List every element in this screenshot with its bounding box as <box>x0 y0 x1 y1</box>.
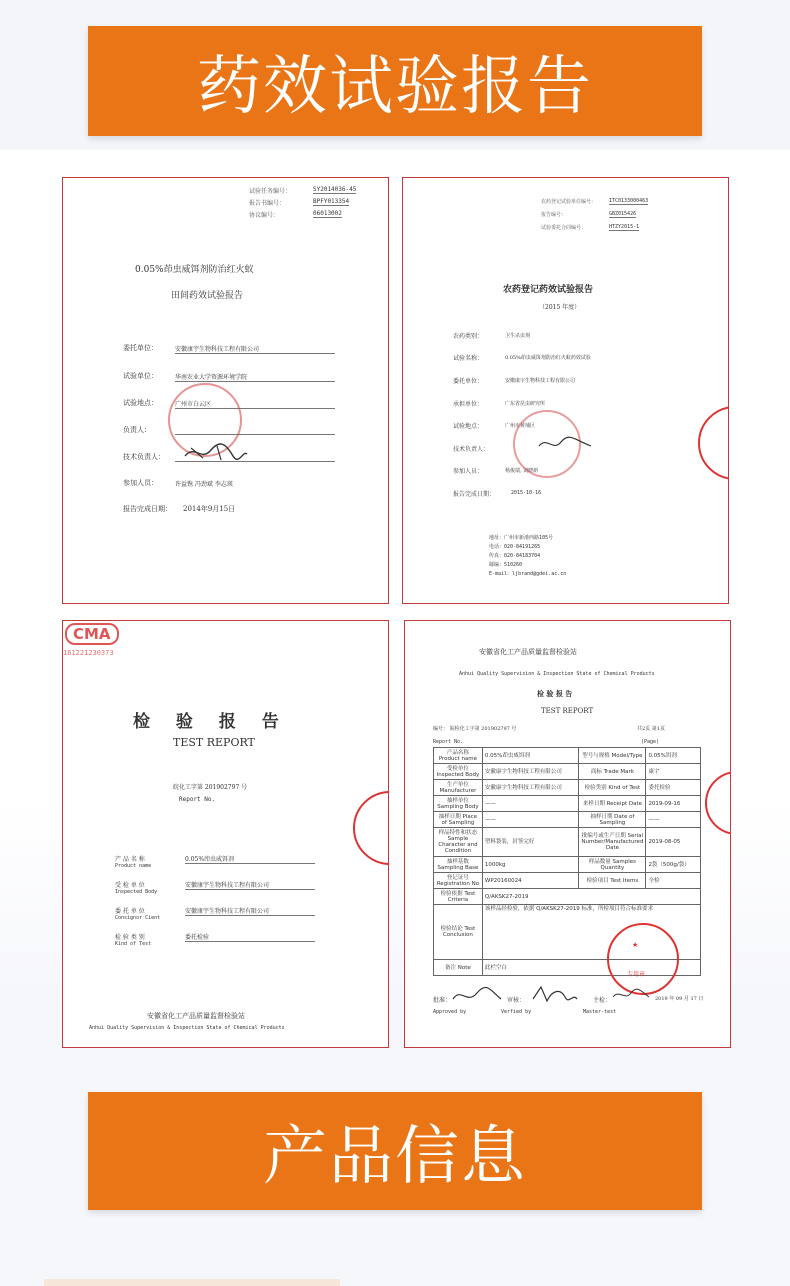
report-title: 农药登记药效试验报告 <box>503 285 594 295</box>
field-label: 技术负责人： <box>453 446 490 453</box>
contact-line: 地址：广州市新港西路105号 <box>489 535 554 541</box>
report-title-line2: 田间药效试验报告 <box>171 291 244 301</box>
contact-line: 电话：020-84191265 <box>489 544 541 550</box>
report-number-label: Report No. <box>433 739 464 745</box>
signature <box>535 434 595 454</box>
signature <box>451 985 503 1007</box>
field-label: 试验地点： <box>123 399 158 407</box>
test-report-cover-image <box>62 620 389 1048</box>
field-label-en: Inspected Body <box>115 889 158 895</box>
verified-label-en: Verfied by <box>501 1009 532 1015</box>
meta-label: 试验任务编号： <box>249 188 292 195</box>
partial-seal <box>698 406 729 480</box>
report-title-en: TEST REPORT <box>541 707 594 715</box>
field-value: 0.05%茚虫威饵剂防治红火蚁药效试验 <box>505 355 591 361</box>
table-row: 抽样基数 Sampling Base 1000kg 样品数量 Samples Quantity 2袋（500g/袋） <box>434 857 701 873</box>
report-title-line1: 0.05%茚虫威饵剂防治红火蚁 <box>135 265 254 275</box>
field-label: 试验单位： <box>123 372 158 380</box>
field-label: 技术负责人： <box>123 453 165 461</box>
meta-value: ITC0133000463 <box>609 198 649 204</box>
field-value: 安徽康宇生物科技工程有限公司 <box>505 378 576 384</box>
field-value: 2015-10-16 <box>511 490 542 496</box>
field-label: 试验地点： <box>453 423 484 430</box>
field-value: 华南农业大学资源环境学院 <box>175 372 335 382</box>
meta-label: 协议编号： <box>249 212 280 219</box>
table-row: 生产单位 Manufacturer 安徽康宇生物科技工程有限公司 检验类别 Kind of Test 委托检验 <box>434 780 701 796</box>
org-name-cn: 安徽省化工产品质量监督检验站 <box>479 648 577 656</box>
signature <box>611 987 651 1003</box>
table-row: 受检单位 Inspected Body 安徽康宇生物科技工程有限公司 商标 Trade Mark 康宇 <box>434 764 701 780</box>
field-label: 参加人员： <box>123 479 158 487</box>
field-label: 委托单位： <box>453 378 484 385</box>
field-label: 农药类别： <box>453 333 484 340</box>
table-row: 抽样日期 Place of Sampling —— 抽样日期 Date of Sampling —— <box>434 812 701 828</box>
field-label-en: Product name <box>115 863 152 869</box>
meta-value: 06013002 <box>313 210 342 217</box>
table-row: 检验结论 Test Conclusion 该样品经检验，依据 Q/AKSK27-2019 标准，所检项目符合标准要求 <box>434 905 701 960</box>
field-label: 报告完成日期： <box>453 491 496 498</box>
report-year: （2015 年度） <box>539 304 581 311</box>
table-row: 登记证号 Registration No WP20160024 检验项目 Test Items 全检 <box>434 873 701 889</box>
field-value: 广东省昆虫研究所 <box>505 401 546 407</box>
partial-seal <box>353 791 389 865</box>
field-value: 广州市黄埔区 <box>505 423 536 429</box>
field-label-en: Kind of Test <box>115 941 152 947</box>
meta-label: 农药登记试验单位编号： <box>541 199 597 205</box>
table-row: 抽样单位 Sampling Body —— 来样日期 Receipt Date 2019-09-16 <box>434 796 701 812</box>
field-label: 委托单位： <box>123 344 158 352</box>
report-title-cn: 检 验 报 告 <box>537 689 573 698</box>
meta-value: GBZ015426 <box>609 211 637 217</box>
cma-logo: CMA <box>65 623 119 645</box>
contact-line: 传真：020-84183704 <box>489 553 541 559</box>
cma-number: 161221230373 <box>63 649 114 657</box>
section-header-product-info: 产品信息 <box>88 1092 702 1210</box>
table-row: 检验依据 Test Criteria Q/AKSK27-2019 <box>434 889 701 905</box>
master-label-en: Master-test <box>583 1009 617 1015</box>
field-label-cn: 检 验 类 别 <box>115 934 145 941</box>
test-report-detail-image <box>404 620 731 1048</box>
meta-label: 报告编号： <box>541 212 567 218</box>
field-label-cn: 委 托 单 位 <box>115 908 145 915</box>
field-label: 参加人员： <box>453 468 484 475</box>
approved-label: 批准： <box>433 997 452 1004</box>
field-value: 安徽康宇生物科技工程有限公司 <box>185 906 315 916</box>
meta-label: 报告书编号： <box>249 200 286 207</box>
page-count: 共2页 第1页 <box>637 726 665 732</box>
field-value: 杨俊瑞, 刘晓新 <box>505 468 539 474</box>
master-label: 主检： <box>593 997 612 1004</box>
org-name-en: Anhui Quality Supervision & Inspection State of Chemical Products <box>459 671 655 677</box>
report-number: 皖化工字第 201902797 号 <box>173 784 248 791</box>
footer-org-cn: 安徽省化工产品质量监督检验站 <box>147 1012 245 1020</box>
contact-line: 邮编：510260 <box>489 562 523 568</box>
report-number-label: Report No. <box>179 796 216 803</box>
section-header-efficacy-report: 药效试验报告 <box>88 26 702 136</box>
field-value: 2014年9月15日 <box>183 505 236 513</box>
decorative-strip <box>44 1279 340 1286</box>
field-value: 卫生杀虫剂 <box>505 333 531 339</box>
star-icon: ★ <box>632 941 639 949</box>
table-row: 备注 Note 此栏空白 <box>434 960 701 976</box>
report-date: 2019 年 09 月 17 日 <box>655 996 704 1002</box>
report-title-en: TEST REPORT <box>173 736 255 749</box>
field-label: 试验名称： <box>453 355 484 362</box>
meta-value: BPFY013354 <box>313 198 350 205</box>
table-row: 产品名称 Product name 0.05%茚虫威饵剂 型号与规格 Model/Type 0.05%饵剂 <box>434 748 701 764</box>
field-value: 委托检验 <box>185 932 315 942</box>
meta-value: SY2014036-45 <box>313 186 357 193</box>
field-label: 报告完成日期： <box>123 505 172 513</box>
official-seal <box>607 923 679 995</box>
field-value: 安徽康宇生物科技工程有限公司 <box>175 344 335 354</box>
meta-label: 试验委托合同编号： <box>541 225 587 231</box>
field-value: 许益镌 冯劲斌 李志瑛 <box>175 481 233 488</box>
field-label: 负责人： <box>123 426 151 434</box>
field-value: 安徽康宇生物科技工程有限公司 <box>185 880 315 890</box>
signature <box>529 983 579 1005</box>
seal-text: 专用章 <box>627 971 646 978</box>
report-title-cn: 检 验 报 告 <box>133 712 289 732</box>
efficacy-report-image-2 <box>402 177 729 604</box>
field-label-cn: 产 品 名 称 <box>115 856 145 863</box>
report-number: 编号： 皖检化工字第 201902797 号 <box>433 726 517 732</box>
field-label-cn: 受 检 单 位 <box>115 882 145 889</box>
field-value: 广州市白云区 <box>175 399 335 409</box>
table-row: 样品特性和状态 Sample Character and Condition 塑料袋装，封签完好 批编号或生产日期 Serial Number/Manufactured Date 2019-08-05 <box>434 828 701 857</box>
signature <box>181 440 251 464</box>
field-label: 承担单位： <box>453 401 484 408</box>
approved-label-en: Approved by <box>433 1009 467 1015</box>
partial-seal <box>705 771 731 835</box>
contact-line: E-mail：ljbrand@gdei.ac.cn <box>489 571 567 577</box>
field-value: 0.05%茚虫威饵剂 <box>185 854 315 864</box>
page-label: (Page) <box>641 739 660 745</box>
meta-value: HTZY2015-1 <box>609 224 640 230</box>
verified-label: 审核： <box>507 997 526 1004</box>
field-label-en: Consignor Cient <box>115 915 161 921</box>
efficacy-report-image-1 <box>62 177 389 604</box>
footer-org-en: Anhui Quality Supervision & Inspection State of Chemical Products <box>89 1025 285 1031</box>
